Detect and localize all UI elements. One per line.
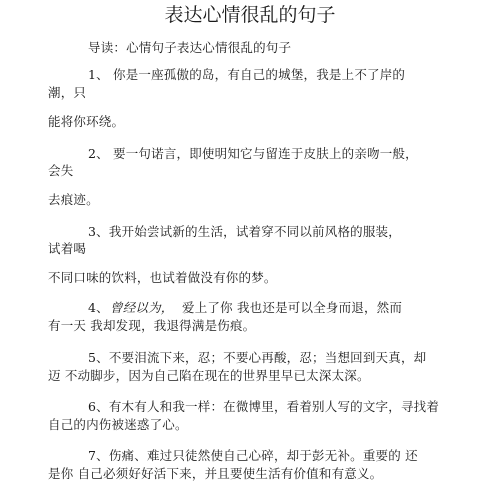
intro-line: 导读：心情句子表达心情很乱的句子 (88, 40, 292, 55)
paragraph-1-line-3: 能将你环绕。 (48, 114, 125, 129)
paragraph-4-italic-phrase: 曾经以为， (110, 300, 174, 315)
paragraph-3-line-1: 3、我开始尝试新的生活，试着穿不同以前风格的服装， (88, 224, 401, 239)
document-title: 表达心情很乱的句子 (164, 4, 336, 26)
paragraph-2-line-1: 2、 要一句诺言，即使明知它与留连于皮肤上的亲吻一般， (88, 146, 418, 161)
paragraph-4-number: 4、 (88, 300, 109, 315)
paragraph-7-line-2: 是你 自己必须好好活下来，并且要使生活有价值和有意义。 (48, 466, 383, 481)
paragraph-2-line-2: 会失 (48, 163, 74, 178)
paragraph-4-line-1-rest: 爱上了你 我也还是可以全身而退，然而 (182, 300, 403, 315)
paragraph-5-line-1: 5、不要泪流下来，忍；不要心再酸，忍；当想回到天真，却 (88, 350, 427, 365)
paragraph-6-line-2: 自己的内伤被迷惑了心。 (48, 417, 188, 432)
paragraph-1-line-1: 1、 你是一座孤傲的岛，有自己的城堡，我是上不了岸的 (88, 67, 406, 82)
paragraph-3-line-2: 试着喝 (48, 241, 87, 256)
paragraph-1-line-2: 潮，只 (48, 85, 87, 100)
paragraph-3-line-3: 不同口味的饮料，也试着做没有你的梦。 (48, 270, 277, 285)
paragraph-6-line-1: 6、有木有人和我一样：在微博里，看着别人写的文字，寻找着 (88, 399, 440, 414)
paragraph-7-line-1: 7、伤痛、难过只徒然使自己心碎，却于彭无补。重要的 还 (88, 448, 418, 463)
paragraph-2-line-3: 去痕迹。 (48, 192, 99, 207)
paragraph-5-line-2: 迈 不动脚步，因为自己陷在现在的世界里早已太深太深。 (48, 368, 370, 383)
paragraph-4-line-2: 有一天 我却发现，我退得满是伤痕。 (48, 318, 256, 333)
